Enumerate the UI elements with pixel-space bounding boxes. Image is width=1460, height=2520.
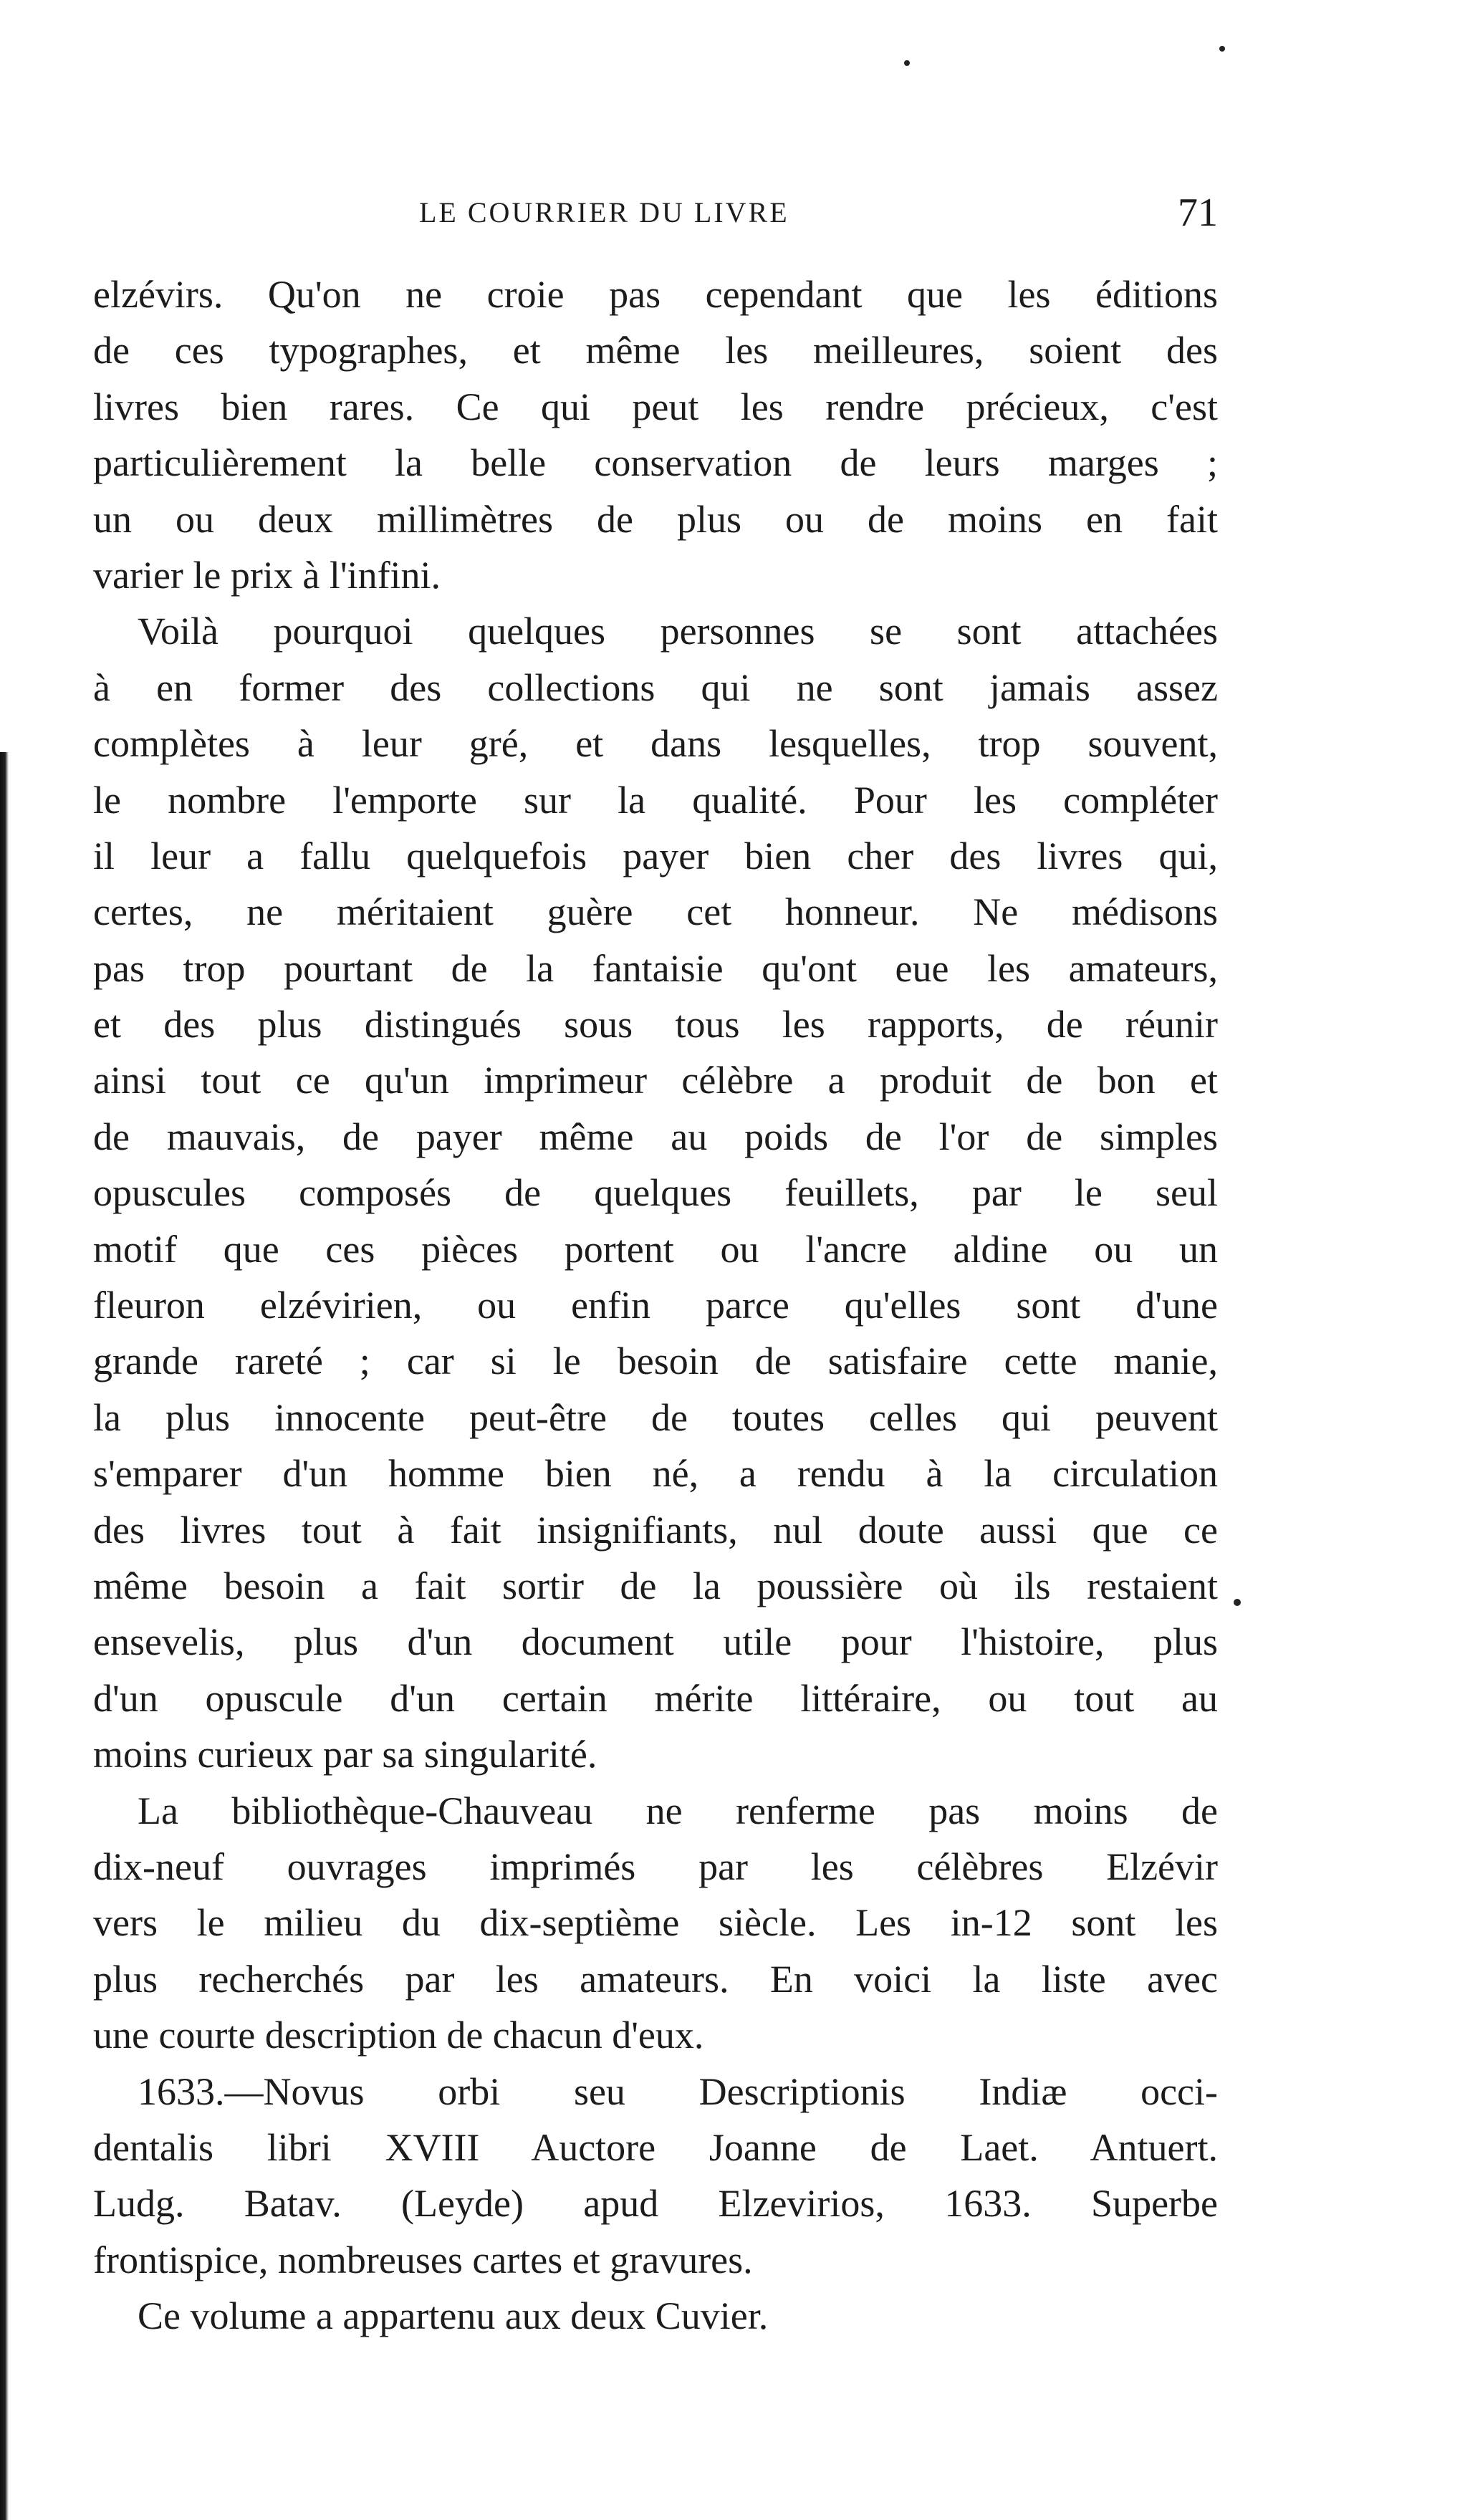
- text-line: elzévirs. Qu'on ne croie pas cependant que les éditions: [93, 273, 1218, 316]
- body-text: [93, 266, 1218, 2344]
- text-line: ensevelis, plus d'un document utile pour l'histoire, plus: [93, 1620, 1218, 1664]
- text-line: livres bien rares. Ce qui peut les rendre précieux, c'est: [93, 385, 1218, 428]
- text-line: Ludg. Batav. (Leyde) apud Elzevirios, 1633. Superbe: [93, 2182, 1218, 2226]
- text-line: ainsi tout ce qu'un imprimeur célèbre a produit de bon et: [93, 1059, 1218, 1102]
- text-line: une courte description de chacun d'eux.: [93, 2014, 704, 2057]
- text-line: frontispice, nombreuses cartes et gravures.: [93, 2238, 753, 2281]
- text-line: de ces typographes, et même les meilleures, soient des: [93, 329, 1218, 372]
- ink-speck: [1234, 1599, 1241, 1606]
- page-binding-shadow: [0, 752, 9, 2520]
- text-line: vers le milieu du dix-septième siècle. Les in-12 sont les: [93, 1901, 1218, 1945]
- text-line: pas trop pourtant de la fantaisie qu'ont eue les amateurs,: [93, 946, 1218, 990]
- text-line: un ou deux millimètres de plus ou de moins en fait: [93, 497, 1218, 541]
- text-line: et des plus distingués sous tous les rapports, de réunir: [93, 1003, 1218, 1047]
- text-line: grande rareté ; car si le besoin de satisfaire cette manie,: [93, 1340, 1218, 1383]
- text-line: motif que ces pièces portent ou l'ancre aldine ou un: [93, 1227, 1218, 1271]
- text-line: fleuron elzévirien, ou enfin parce qu'elles sont d'une: [93, 1284, 1218, 1327]
- text-line: 1633.—Novus orbi seu Descriptionis Indiæ occi-: [138, 2069, 1218, 2113]
- text-line: dentalis libri XVIII Auctore Joanne de Laet. Antuert.: [93, 2125, 1218, 2169]
- text-line: s'emparer d'un homme bien né, a rendu à la circulation: [93, 1452, 1218, 1496]
- text-line: La bibliothèque-Chauveau ne renferme pas moins de: [138, 1789, 1218, 1832]
- text-line: particulièrement la belle conservation de leurs marges ;: [93, 441, 1218, 485]
- text-line: de mauvais, de payer même au poids de l'or de simples: [93, 1115, 1218, 1158]
- text-line: d'un opuscule d'un certain mérite littéraire, ou tout au: [93, 1676, 1218, 1720]
- ink-speck: [1219, 46, 1225, 52]
- text-line: plus recherchés par les amateurs. En voici la liste avec: [93, 1957, 1218, 2001]
- text-line: des livres tout à fait insignifiants, nul doute aussi que ce: [93, 1508, 1218, 1552]
- ink-speck: [904, 60, 910, 66]
- text-line: même besoin a fait sortir de la poussière où ils restaient: [93, 1564, 1218, 1607]
- text-line: Voilà pourquoi quelques personnes se sont attachées: [138, 610, 1218, 653]
- text-line: opuscules composés de quelques feuillets, par le seul: [93, 1171, 1218, 1215]
- text-line: dix-neuf ouvrages imprimés par les célèbres Elzévir: [93, 1845, 1218, 1888]
- running-title: LE COURRIER DU LIVRE: [419, 196, 789, 229]
- text-line: Ce volume a appartenu aux deux Cuvier.: [138, 2294, 769, 2338]
- text-line: moins curieux par sa singularité.: [93, 1733, 597, 1776]
- text-line: à en former des collections qui ne sont jamais assez: [93, 665, 1218, 709]
- text-line: la plus innocente peut-être de toutes celles qui peuvent: [93, 1395, 1218, 1439]
- text-line: varier le prix à l'infini.: [93, 553, 441, 597]
- page-number: 71: [1178, 191, 1218, 235]
- running-head: [93, 188, 1218, 238]
- text-line: il leur a fallu quelquefois payer bien cher des livres qui,: [93, 834, 1218, 877]
- text-line: le nombre l'emporte sur la qualité. Pour les compléter: [93, 778, 1218, 822]
- text-line: certes, ne méritaient guère cet honneur. Ne médisons: [93, 890, 1218, 934]
- text-line: complètes à leur gré, et dans lesquelles, trop souvent,: [93, 722, 1218, 766]
